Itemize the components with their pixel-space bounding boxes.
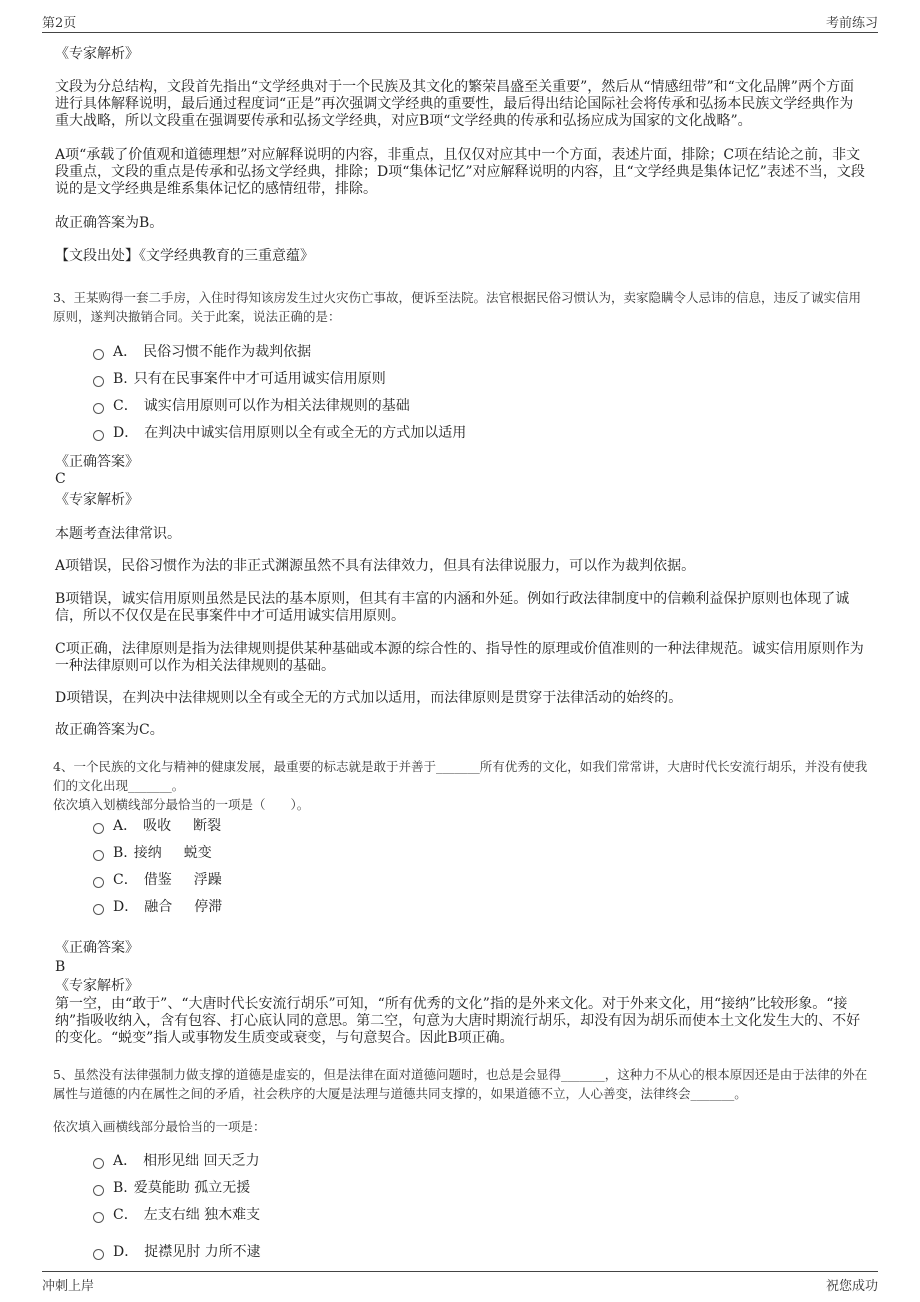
option-text: 在判决中诚实信用原则以全有或全无的方式加以适用 [144,425,467,441]
option-text: 爱莫能助 孤立无援 [133,1180,251,1196]
question-instruction: 依次填入画横线部分最恰当的一项是： [53,1119,266,1134]
analysis-paragraph: A项“承载了价值观和道德理想”对应解释说明的内容，非重点，且仅仅对应其中一个方面，表述片面，排除；C项在结论之前，非文段重点，文段的重点是传承和弘扬文学经典，排除；D项“集体记忆”对应解释说明的内容，且“文学经典是集体记忆”表述不当，文段说的是文学经典是维系集体记忆的感情纽带，排除。 [55,147,865,197]
option-b[interactable] [93,1179,250,1197]
analysis-paragraph: D项错误，在判决中法律规则以全有或全无的方式加以适用，而法律原则是贯穿于法律活动的始终的。 [55,690,683,706]
page-header [42,10,878,33]
analysis-title: 《专家解析》 [55,492,139,508]
option-word-1: 吸收 [143,818,172,834]
radio-icon[interactable] [93,1212,104,1223]
option-text: 只有在民事案件中才可适用诚实信用原则 [133,371,386,387]
option-label: C． [113,1207,138,1223]
option-a[interactable] [93,1152,260,1170]
question-stem: 4、一个民族的文化与精神的健康发展，最重要的标志就是敢于并善于_______所有优秀的文化，如我们常常讲，大唐时代长安流行胡乐，并没有使我们的文化出现_______。 [53,759,868,793]
option-label: C． [113,398,138,414]
header-title: 考前练习 [825,16,878,31]
option-text: 左支右绌 独木难支 [143,1207,261,1223]
option-d[interactable] [93,1243,261,1261]
option-word-1: 接纳 [133,845,162,861]
answer-statement: 故正确答案为B。 [55,215,164,231]
option-label: C． [113,872,138,888]
footer-left: 冲刺上岸 [42,1279,95,1294]
option-text: 诚实信用原则可以作为相关法律规则的基础 [143,398,410,414]
option-c[interactable] [93,397,410,415]
option-text: 相形见绌 回天乏力 [143,1153,260,1169]
radio-icon[interactable] [93,904,104,915]
footer-right: 祝您成功 [825,1279,878,1294]
answer-title: 《正确答案》 [55,454,139,470]
option-word-2: 停滞 [194,899,223,915]
analysis-paragraph: 第一空，由“敢于”、“大唐时代长安流行胡乐”可知，“所有优秀的文化”指的是外来文化。对于外来文化，用“接纳”比较形象。“接纳”指吸收纳入，含有包容、打心底认同的意思。第二空，句意为大唐时期流行胡乐，却没有因为胡乐而使本土文化发生大的、不好的变化。“蜕变”指人或事物发生质变或衰变，与句意契合。因此B项正确。 [55,996,861,1046]
radio-icon[interactable] [93,349,104,360]
question-instruction: 依次填入划横线部分最恰当的一项是（ ）。 [53,797,310,812]
answer-title: 《正确答案》 [55,940,139,956]
option-label: A． [113,1153,138,1169]
option-a[interactable] [93,817,221,835]
question-stem: 3、王某购得一套二手房，入住时得知该房发生过火灾伤亡事故，便诉至法院。法官根据民俗习惯认为，卖家隐瞒令人忌讳的信息，违反了诚实信用原则，遂判决撤销合同。关于此案，说法正确的是： [53,290,861,324]
analysis-paragraph: B项错误，诚实信用原则虽然是民法的基本原则，但其有丰富的内涵和外延。例如行政法律制度中的信赖利益保护原则也体现了诚信，所以不仅仅是在民事案件中才可适用诚实信用原则。 [55,591,850,624]
radio-icon[interactable] [93,1185,104,1196]
radio-icon[interactable] [93,376,104,387]
radio-icon[interactable] [93,1249,104,1260]
analysis-paragraph: 文段为分总结构，文段首先指出“文学经典对于一个民族及其文化的繁荣昌盛至关重要”，然后从“情感纽带”和“文化品牌”两个方面进行具体解释说明，最后通过程度词“正是”再次强调文学经典的重要性，最后得出结论国际社会将传承和弘扬本民族文学经典作为重大战略，所以文段重在强调要传承和弘扬文学经典，对应B项“文学经典的传承和弘扬应成为国家的文化战略”。 [55,79,854,129]
option-b[interactable] [93,844,212,862]
option-word-1: 借鉴 [143,872,172,888]
option-label: D． [113,1244,139,1260]
option-a[interactable] [93,343,311,361]
option-word-1: 融合 [144,899,173,915]
option-label: B. [113,1180,128,1196]
option-label: B. [113,371,128,387]
option-d[interactable] [93,424,466,442]
radio-icon[interactable] [93,430,104,441]
page-footer [42,1271,878,1296]
option-text: 捉襟见肘 力所不逮 [144,1244,261,1260]
option-c[interactable] [93,871,222,889]
option-word-2: 浮躁 [193,872,222,888]
option-c[interactable] [93,1206,260,1224]
radio-icon[interactable] [93,877,104,888]
option-word-2: 断裂 [193,818,222,834]
option-word-2: 蜕变 [183,845,212,861]
analysis-paragraph: A项错误，民俗习惯作为法的非正式渊源虽然不具有法律效力，但具有法律说服力，可以作为裁判依据。 [55,558,696,574]
question-stem: 5、虽然没有法律强制力做支撑的道德是虚妄的，但是法律在面对道德问题时，也总是会显得_______，这种力不从心的根本原因还是由于法律的外在属性与道德的内在属性之间的矛盾，社会秩序的大厦是法理与道德共同支撑的，如果道德不立，人心善变，法律终会_______。 [53,1067,868,1101]
radio-icon[interactable] [93,1158,104,1169]
option-label: A． [113,344,138,360]
page-number: 第2页 [42,16,77,31]
answer-statement: 故正确答案为C。 [55,722,164,738]
option-text: 民俗习惯不能作为裁判依据 [143,344,312,360]
option-b[interactable] [93,370,386,388]
analysis-paragraph: 本题考查法律常识。 [55,526,181,542]
option-label: A． [113,818,138,834]
answer-value: B [55,959,66,975]
source-citation: 【文段出处】《文学经典教育的三重意蕴》 [55,248,314,264]
option-label: B. [113,845,128,861]
option-d[interactable] [93,898,222,916]
analysis-title: 《专家解析》 [55,978,139,994]
analysis-paragraph: C项正确，法律原则是指为法律规则提供某种基础或本源的综合性的、指导性的原理或价值准则的一种法律规范。诚实信用原则作为一种法律原则可以作为相关法律规则的基础。 [55,641,864,674]
radio-icon[interactable] [93,823,104,834]
analysis-title: 《专家解析》 [55,46,139,62]
option-label: D． [113,425,139,441]
answer-value: C [55,471,66,487]
radio-icon[interactable] [93,403,104,414]
option-label: D． [113,899,139,915]
radio-icon[interactable] [93,850,104,861]
